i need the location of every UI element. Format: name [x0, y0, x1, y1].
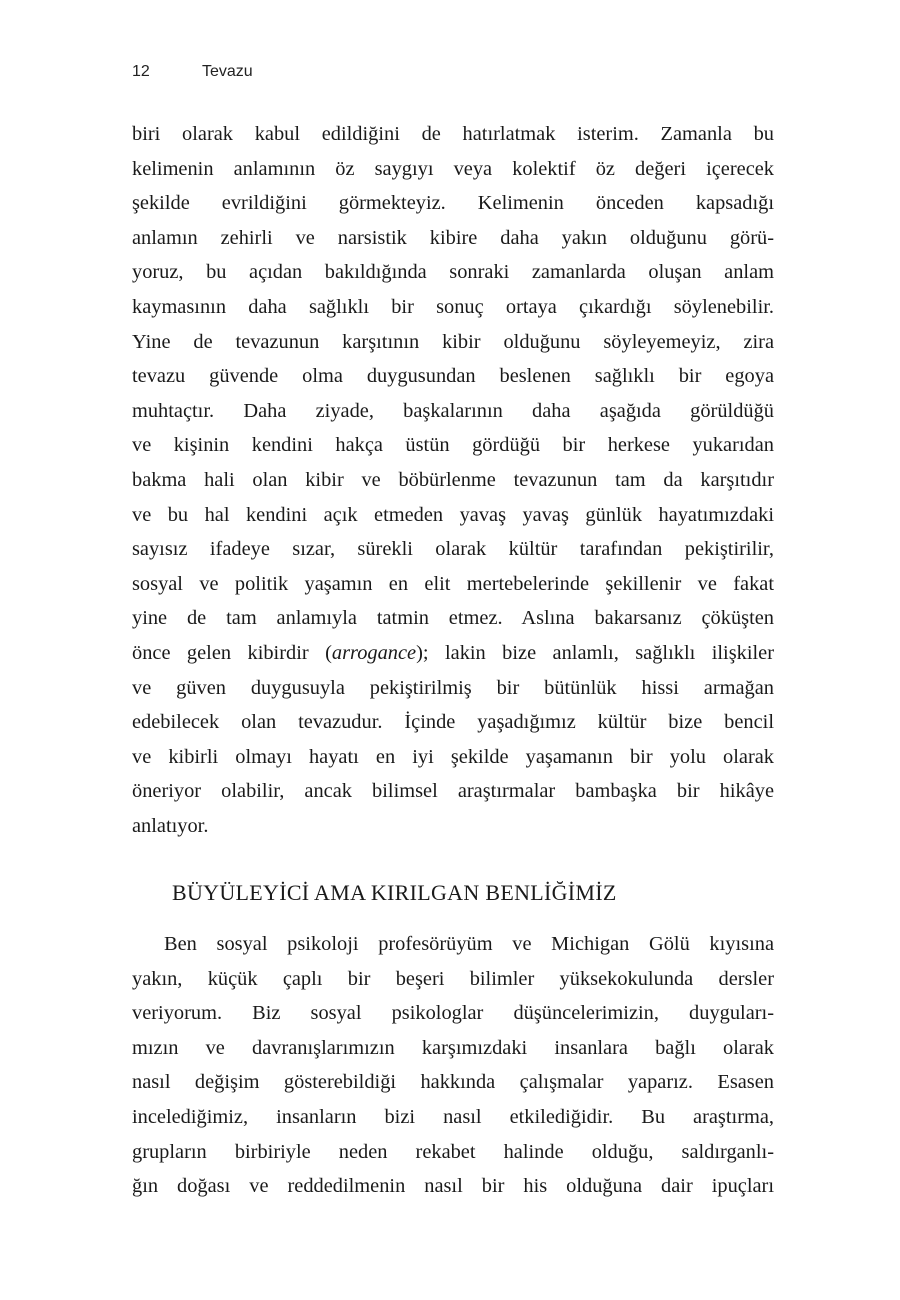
text-line: biri olarak kabul edildiğini de hatırlatmak isterim. Zamanla bu	[132, 123, 774, 145]
text-line: mızın ve davranışlarımızın karşımızdaki insanlara bağlı olarak	[132, 1036, 774, 1059]
text-line: ve güven duygusuyla pekiştirilmiş bir bütünlük hissi armağan	[132, 676, 774, 699]
text-line: bakma hali olan kibir ve böbürlenme tevazunun tam da karşıtıdır	[132, 468, 774, 491]
text-line: ve kibirli olmayı hayatı en iyi şekilde yaşamanın bir yolu olarak	[132, 745, 774, 768]
text-line: yakın, küçük çaplı bir beşeri bilimler yüksekokulunda dersler	[132, 967, 774, 990]
text-line: nasıl değişim gösterebildiği hakkında çalışmalar yaparız. Esasen	[132, 1071, 774, 1094]
text-line: yoruz, bu açıdan bakıldığında sonraki zamanlarda oluşan anlam	[132, 261, 774, 284]
text-line: incelediğimiz, insanların bizi nasıl etkilediğidir. Bu araştırma,	[132, 1105, 774, 1128]
text-line: sosyal ve politik yaşamın en elit mertebelerinde şekillenir ve fakat	[132, 572, 774, 595]
text-line: Ben sosyal psikoloji profesörüyüm ve Michigan Gölü kıyısına	[164, 933, 774, 955]
text-line: kelimenin anlamının öz saygıyı veya kolektif öz değeri içerecek	[132, 157, 774, 180]
italic-term: arrogance	[331, 641, 417, 664]
text-line: öneriyor olabilir, ancak bilimsel araştırmalar bambaşka bir hikâye	[132, 780, 774, 803]
text-line: anlatıyor.	[132, 814, 209, 837]
text-segment: ); lakin bize anlamlı, sağlıklı ilişkiler	[416, 641, 774, 664]
text-line: kaymasının daha sağlıklı bir sonuç ortaya çıkardığı söylenebilir.	[132, 295, 774, 318]
text-line: edebilecek olan tevazudur. İçinde yaşadığımız kültür bize bencil	[132, 711, 774, 734]
text-line: ve bu hal kendini açık etmeden yavaş yavaş günlük hayatımızdaki	[132, 503, 774, 526]
text-line: muhtaçtır. Daha ziyade, başkalarının daha aşağıda görüldüğü	[132, 399, 774, 422]
text-line: sayısız ifadeye sızar, sürekli olarak kültür tarafından pekiştirilir,	[132, 538, 774, 561]
text-line: grupların birbiriyle neden rekabet halinde olduğu, saldırganlı-	[132, 1140, 774, 1163]
page-number: 12	[132, 63, 150, 80]
paragraph	[132, 927, 774, 1204]
text-line: veriyorum. Biz sosyal psikologlar düşüncelerimizin, duyguları-	[132, 1002, 774, 1025]
text-line: Yine de tevazunun karşıtının kibir olduğunu söyleyemeyiz, zira	[132, 330, 774, 353]
paragraph-continued	[132, 117, 774, 843]
text-line: anlamın zehirli ve narsistik kibire daha yakın olduğunu görü-	[132, 226, 774, 249]
running-head-title: Tevazu	[202, 63, 253, 80]
text-line: tevazu güvende olma duygusundan beslenen sağlıklı bir egoya	[132, 365, 774, 388]
text-segment: önce gelen kibirdir (	[132, 641, 332, 664]
text-line: ğın doğası ve reddedilmenin nasıl bir his olduğuna dair ipuçları	[132, 1175, 774, 1198]
text-line-with-italic	[132, 636, 774, 671]
text-line: yine de tam anlamıyla tatmin etmez. Aslına bakarsanız çöküşten	[132, 607, 774, 630]
text-line: şekilde evrildiğini görmekteyiz. Kelimenin önceden kapsadığı	[132, 192, 774, 215]
text-line: ve kişinin kendini hakça üstün gördüğü bir herkese yukarıdan	[132, 434, 774, 457]
section-heading: BÜYÜLEYİCİ AMA KIRILGAN BENLİĞİMİZ	[172, 880, 617, 905]
running-head	[132, 63, 253, 81]
